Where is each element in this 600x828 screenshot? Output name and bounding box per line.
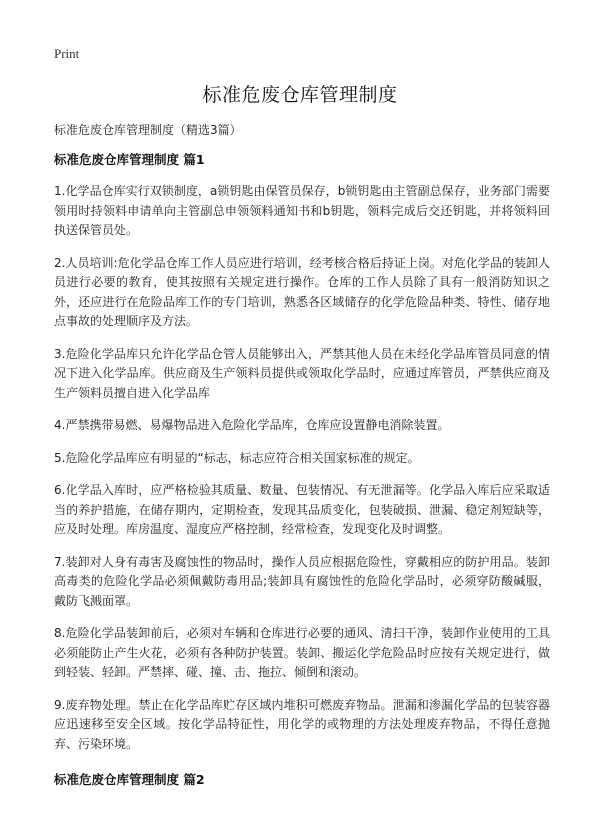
paragraph-1: 1.化学品仓库实行双锁制度，a锁钥匙由保管员保存，b锁钥匙由主管副总保存，业务部门需要领用时持领料申请单向主管副总申领领料通知书和b钥匙，领料完成后交还钥匙，并将领料回执送保管员处。: [54, 184, 550, 237]
paragraph-4: 4.严禁携带易燃、易爆物品进入危险化学品库，仓库应设置静电消除装置。: [54, 418, 450, 432]
print-label[interactable]: Print: [54, 46, 80, 61]
section-heading-1: 标准危废仓库管理制度 篇1: [54, 152, 205, 167]
paragraph-6: 6.化学品入库时，应严格检验其质量、数量、包装情况、有无泄漏等。化学品入库后应采取适当的养护措施，在储存期内，定期检查，发现其品质变化，包装破损、泄漏、稳定剂短缺等，应及时处理。库房温度、湿度应严格控制，经常检查，发现变化及时调整。: [54, 483, 550, 536]
document-subtitle: 标准危废仓库管理制度（精选3篇）: [54, 123, 242, 137]
paragraph-5: 5.危险化学品库应有明显的“标志，标志应符合相关国家标准的规定。: [54, 450, 420, 465]
page-title: 标准危废仓库管理制度: [202, 84, 398, 106]
paragraph-9: 9.废弃物处理。禁止在化学品库贮存区域内堆积可燃废弃物品。泄漏和渗漏化学品的包装容器应迅速移至安全区域。按化学品特征性，用化学的或物理的方法处理废弃物品，不得任意抛弃、污染环境。: [54, 697, 550, 751]
paragraph-8: 8.危险化学品装卸前后，必须对车辆和仓库进行必要的通风、清扫干净，装卸作业使用的工具必须能防止产生火花，必须有各种防护装置。装卸、搬运化学危险品时应按有关规定进行，做到轻装、轻卸。严禁摔、碰、撞、击、拖拉、倾倒和滚动。: [54, 626, 550, 679]
paragraph-2: 2.人员培训:危化学品仓库工作人员应进行培训，经考核合格后持证上岗。对危化学品的装卸人员进行必要的教育，使其按照有关规定进行操作。仓库的工作人员除了具有一般消防知识之外，还应进行在危险品库工作的专门培训，熟悉各区域储存的化学危险品种类、特性、储存地点事故的处理顺序及方法。: [54, 255, 550, 328]
paragraph-3: 3.危险化学品库只允许化学品仓管人员能够出入，严禁其他人员在未经化学品库管员同意的情况下进入化学品库。供应商及生产领料员提供或领取化学品时，应通过库管员，严禁供应商及生产领料员擅自进入化学品库: [54, 346, 550, 400]
document-body: [54, 150, 550, 802]
section-heading-2: 标准危废仓库管理制度 篇2: [54, 772, 205, 787]
paragraph-7: 7.装卸对人身有毒害及腐蚀性的物品时，操作人员应根据危险性，穿戴相应的防护用品。装卸高毒类的危险化学品必须佩戴防毒用品;装卸具有腐蚀性的危险化学品时，必须穿防酸碱服，戴防飞溅面罩。: [54, 554, 550, 608]
